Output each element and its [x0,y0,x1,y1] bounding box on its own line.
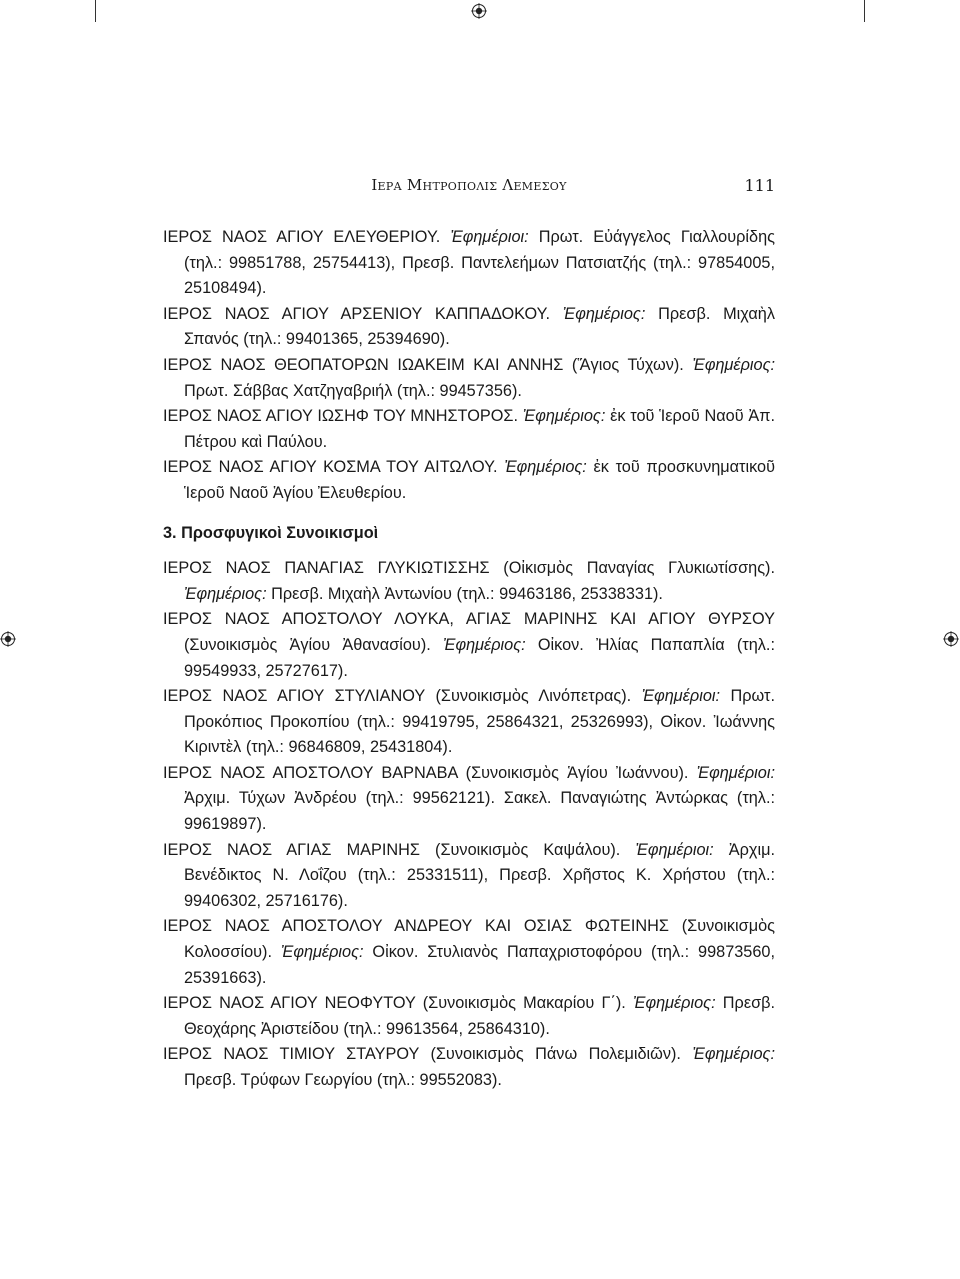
church-name: ΙΕΡΟΣ ΝΑΟΣ ΘΕΟΠΑΤΟΡΩΝ ΙΩΑΚΕΙΜ ΚΑΙ ΑΝΝΗΣ (Ἅγιος Τύχων). [163,355,684,374]
priest-details: Πρεσβ. Μιχαὴλ Ἀντωνίου (τηλ.: 99463186, 25338331). [271,584,663,603]
priest-role: Ἐφημέριος: [562,304,646,323]
church-name: ΙΕΡΟΣ ΝΑΟΣ ΑΓΙΟΥ ΕΛΕΥΘΕΡΙΟΥ. [163,228,441,246]
church-name: ΙΕΡΟΣ ΝΑΟΣ ΑΓΙΟΥ ΝΕΟΦΥΤΟΥ (Συνοικισμὸς Μακαρίου Γ΄). [163,994,626,1013]
body-text [163,225,775,1094]
crop-mark [864,0,865,22]
church-name: ΙΕΡΟΣ ΝΑΟΣ ΑΓΙΑΣ ΜΑΡΙΝΗΣ (Συνοικισμὸς Καψάλου). [163,840,621,859]
church-entry [163,302,775,353]
priest-role: Ἐφημέριος: [692,1045,775,1064]
priest-role: Ἐφημέριοι: [635,840,714,859]
church-name: ΙΕΡΟΣ ΝΑΟΣ ΑΓΙΟΥ ΚΟΣΜΑ ΤΟΥ ΑΙΤΩΛΟΥ. [163,458,498,477]
priest-role: Ἐφημέριος: [633,994,716,1013]
crop-mark [95,0,96,22]
priest-role: Ἐφημέριος: [443,635,526,654]
church-entry [163,404,775,455]
priest-role: Ἐφημέριος: [280,943,364,962]
registration-mark-icon [0,631,16,647]
church-entry [163,353,775,404]
church-name: ΙΕΡΟΣ ΝΑΟΣ ΑΓΙΟΥ ΙΩΣΗΦ ΤΟΥ ΜΝΗΣΤΟΡΟΣ. [163,407,518,426]
priest-details: Πρεσβ. Θεοχάρης Ἀριστείδου (τηλ.: 99613564, 25864310). [184,994,776,1038]
registration-mark-icon [471,3,487,19]
church-name: ΙΕΡΟΣ ΝΑΟΣ ΤΙΜΙΟΥ ΣΤΑΥΡΟΥ (Συνοικισμὸς Πάνω Πολεμιδιῶν). [163,1045,681,1064]
priest-role: Ἐφημέριος: [692,355,776,374]
priest-details: Οἰκον. Ἠλίας Παπαπλία (τηλ.: 99549933, 25727617). [184,635,775,680]
priest-details: Οἰκον. Στυλιανὸς Παπαχριστοφόρου (τηλ.: 99873560, 25391663). [184,943,775,987]
priest-details: Πρωτ. Εὐάγγελος Γιαλλουρίδης (τηλ.: 99851788, 25754413), Πρεσβ. Παντελεήμων Πατσιατζής (τηλ.: 97854005, 25108494). [184,228,775,298]
priest-details: Πρωτ. Προκόπιος Προκοπίου (τηλ.: 99419795, 25864321, 25326993), Οἰκον. Ἰωάννης Κιριντὲλ (τηλ.: 96846809, 25431804). [184,687,775,757]
priest-details: Πρωτ. Σάββας Χατζηγαβριήλ (τηλ.: 99457356). [184,381,522,400]
church-entry [163,761,775,838]
church-name: ΙΕΡΟΣ ΝΑΟΣ ΑΠΟΣΤΟΛΟΥ ΒΑΡΝΑΒΑ (Συνοικισμὸς Ἁγίου Ἰωάννου). [163,763,689,782]
church-name: ΙΕΡΟΣ ΝΑΟΣ ΑΓΙΟΥ ΣΤΥΛΙΑΝΟΥ (Συνοικισμὸς Λινόπετρας). [163,687,632,706]
church-name: ΙΕΡΟΣ ΝΑΟΣ ΠΑΝΑΓΙΑΣ ΓΛΥΚΙΩΤΙΣΣΗΣ (Οἰκισμὸς Παναγίας Γλυκιωτίσσης). [163,559,775,578]
church-entry [163,914,775,991]
priest-role: Ἐφημέριοι: [641,687,721,706]
church-entry [163,991,775,1042]
section-heading: 3. Προσφυγικοὶ Συνοικισμοὶ [163,523,379,542]
priest-details: ἐκ τοῦ προσκυνηματικοῦ Ἱεροῦ Ναοῦ Ἁγίου Ἐλευθερίου. [184,458,776,502]
priest-details: Ἀρχιμ. Βενέδικτος Ν. Λοΐζου (τηλ.: 25331511), Πρεσβ. Χρῆστος Κ. Χρήστου (τηλ.: 99406302, 25716176). [184,840,775,910]
church-name: ΙΕΡΟΣ ΝΑΟΣ ΑΠΟΣΤΟΛΟΥ ΑΝΔΡΕΟΥ ΚΑΙ ΟΣΙΑΣ ΦΩΤΕΙΝΗΣ (Συνοικισμὸς Κολοσσίου). [163,917,775,962]
church-entry [163,225,775,302]
priest-role: Ἐφημέριοι: [450,228,529,246]
church-entry [163,556,775,607]
registration-mark-icon [943,631,959,647]
priest-role: Ἐφημέριος: [522,407,606,426]
priest-role: Ἐφημέριος: [184,584,267,603]
church-entry [163,1042,775,1093]
running-head-title: Ιερα Μητροπολις Λεμεσου [371,176,567,194]
priest-role: Ἐφημέριος: [504,458,587,477]
church-entry [163,455,775,506]
priest-details: Ἀρχιμ. Τύχων Ἀνδρέου (τηλ.: 99562121). Σακελ. Παναγιώτης Ἀντώρκας (τηλ.: 99619897). [184,789,775,834]
church-entry [163,684,775,761]
church-name: ΙΕΡΟΣ ΝΑΟΣ ΑΓΙΟΥ ΑΡΣΕΝΙΟΥ ΚΑΠΠΑΔΟΚΟΥ. [163,304,550,323]
running-head [163,176,775,202]
church-entry [163,607,775,684]
priest-details: Πρεσβ. Τρύφων Γεωργίου (τηλ.: 99552083). [184,1071,502,1089]
church-entry [163,838,775,915]
priest-details: Πρεσβ. Μιχαὴλ Σπανός (τηλ.: 99401365, 25394690). [184,304,776,349]
church-name: ΙΕΡΟΣ ΝΑΟΣ ΑΠΟΣΤΟΛΟΥ ΛΟΥΚΑ, ΑΓΙΑΣ ΜΑΡΙΝΗΣ ΚΑΙ ΑΓΙΟΥ ΘΥΡΣΟΥ (Συνοικισμὸς Ἁγίου Ἀθανασίου). [163,610,775,654]
priest-details: ἐκ τοῦ Ἱεροῦ Ναοῦ Ἀπ. Πέτρου καὶ Παύλου. [184,407,775,451]
priest-role: Ἐφημέριοι: [696,763,775,782]
page-number: 111 [744,176,775,195]
